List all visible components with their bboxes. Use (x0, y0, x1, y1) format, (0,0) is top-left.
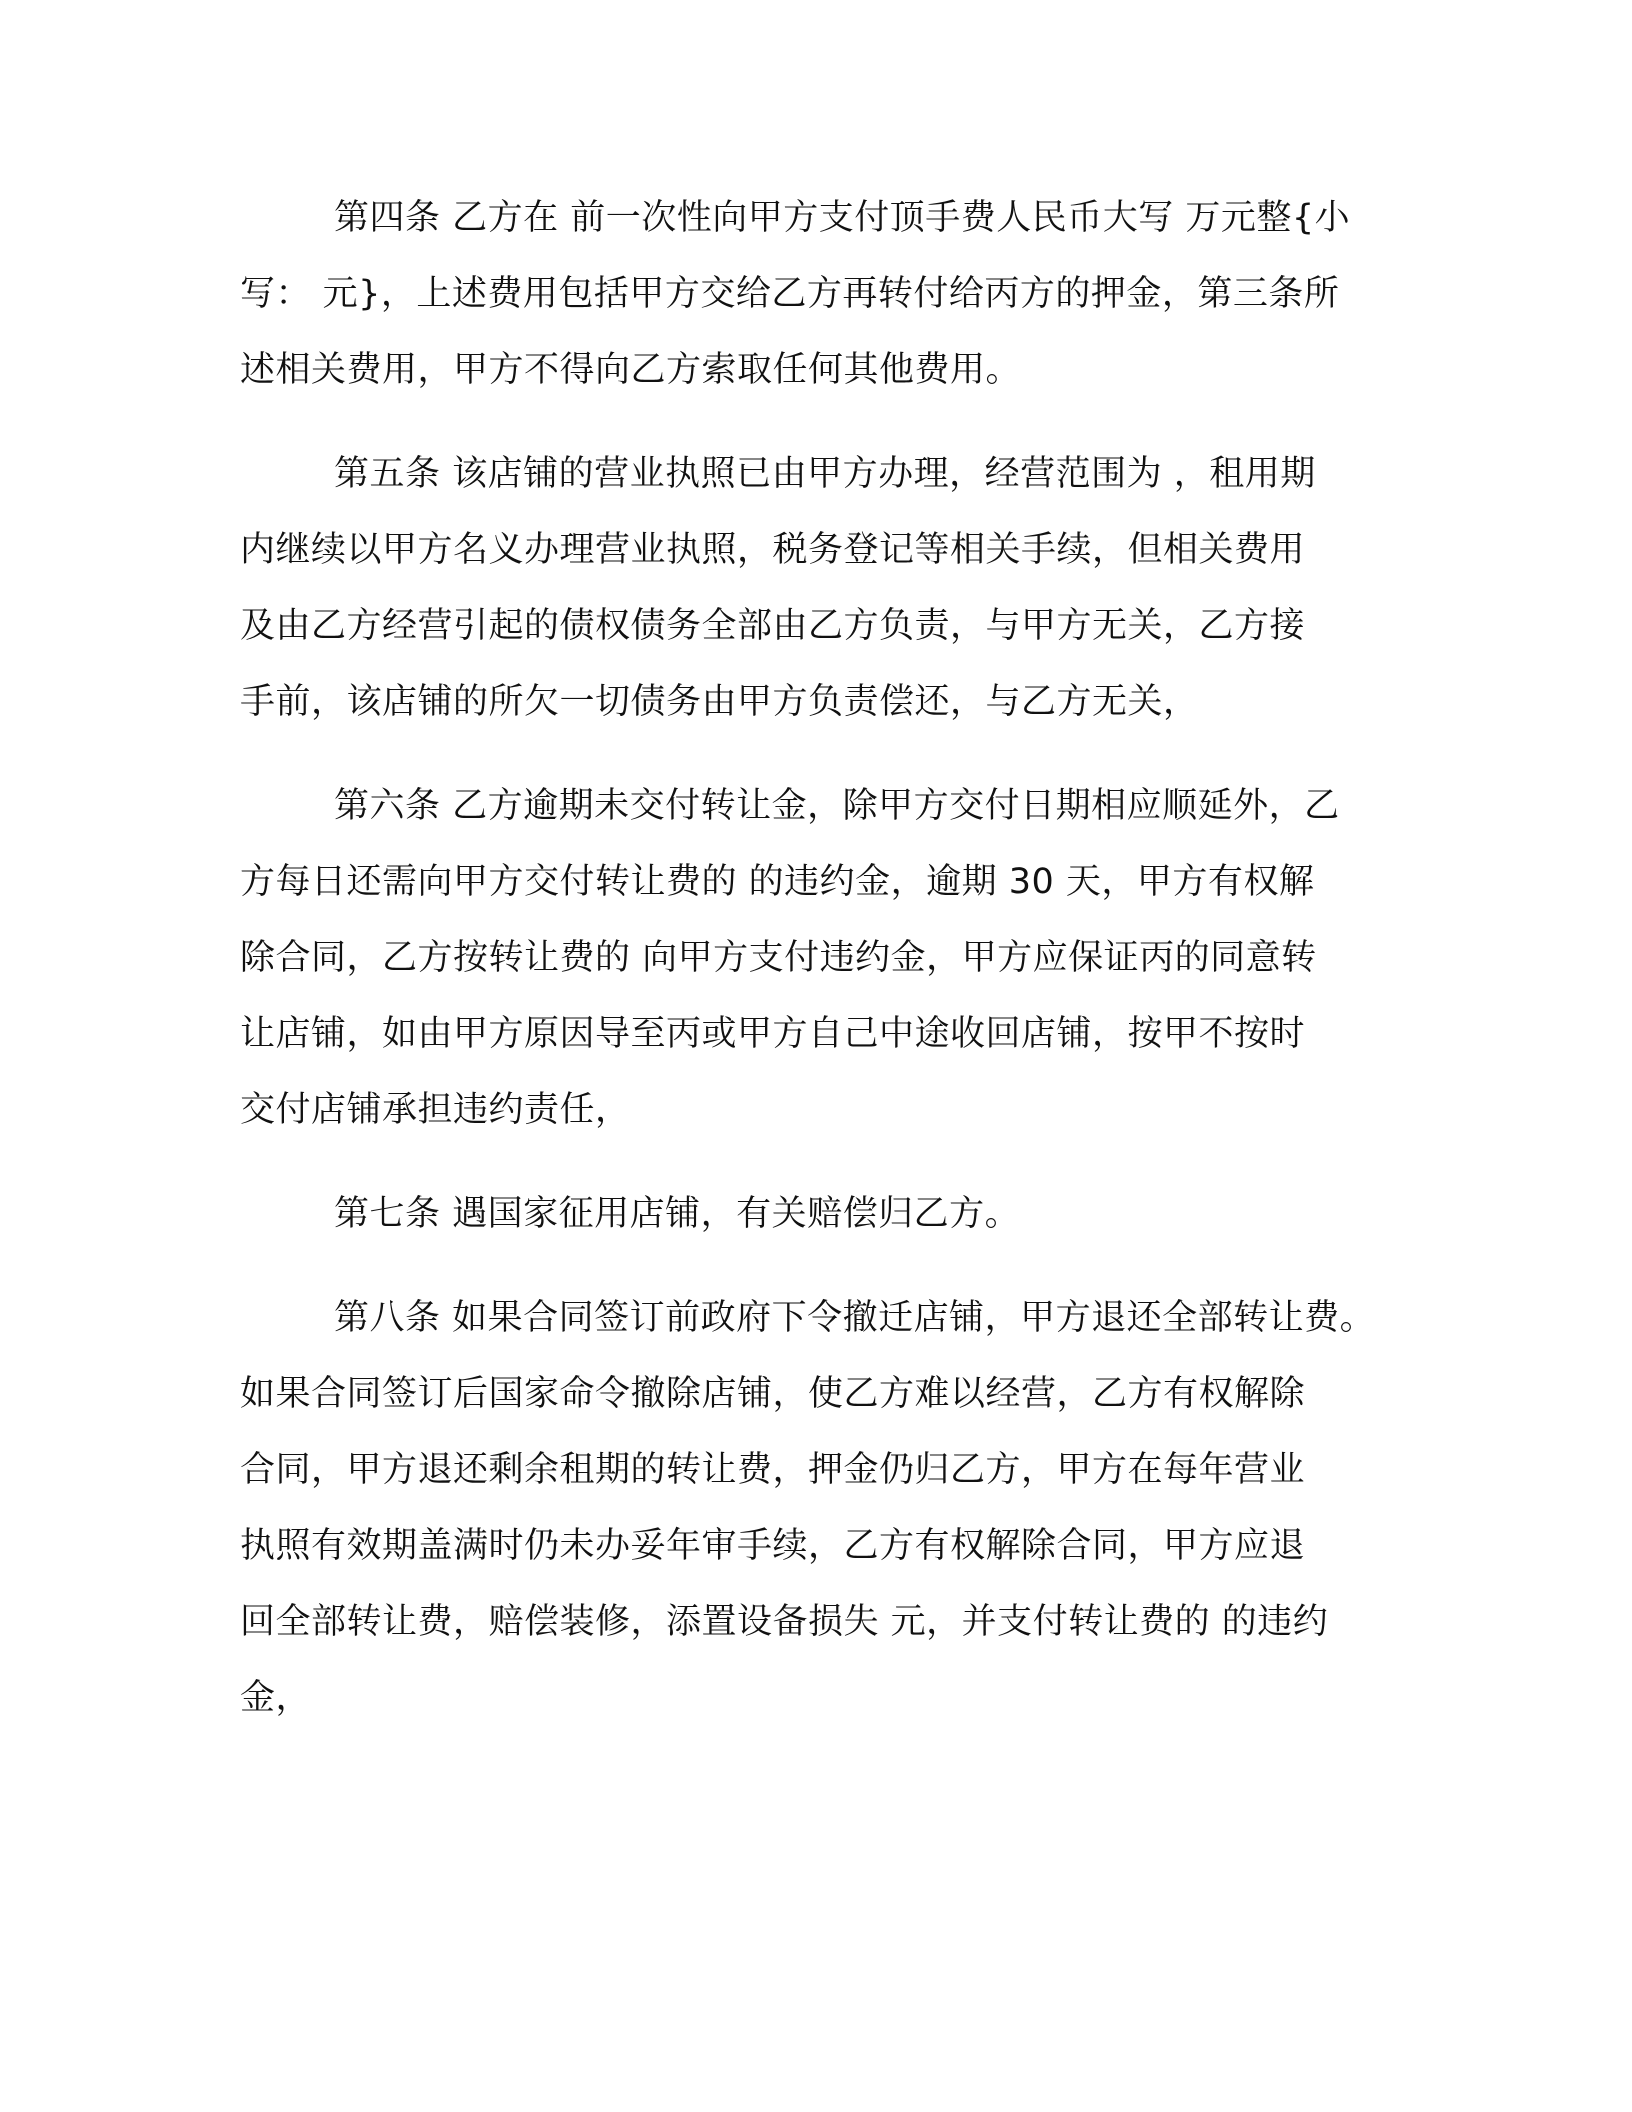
text-line: 回全部转让费，赔偿装修，添置设备损失 元，并支付转让费的 的违约 (240, 1602, 1329, 1642)
text-line: 方每日还需向甲方交付转让费的 的违约金，逾期 30 天，甲方有权解 (240, 862, 1315, 902)
text-line: 执照有效期盖满时仍未办妥年审手续，乙方有权解除合同，甲方应退 (240, 1526, 1306, 1566)
text-line: 手前，该店铺的所欠一切债务由甲方负责偿还，与乙方无关， (240, 682, 1199, 722)
text-line: 第八条 如果合同签订前政府下令撤迁店铺，甲方退还全部转让费。 (334, 1298, 1376, 1338)
text-line: 述相关费用，甲方不得向乙方索取任何其他费用。 (240, 350, 1022, 390)
text-line: 第五条 该店铺的营业执照已由甲方办理，经营范围为 ，租用期 (334, 454, 1316, 494)
text-line: 写： 元}，上述费用包括甲方交给乙方再转付给丙方的押金，第三条所 (240, 274, 1340, 314)
text-line: 如果合同签订后国家命令撤除店铺，使乙方难以经营，乙方有权解除 (240, 1374, 1306, 1414)
text-line: 让店铺，如由甲方原因导至丙或甲方自己中途收回店铺，按甲不按时 (240, 1014, 1306, 1054)
text-line: 第七条 遇国家征用店铺，有关赔偿归乙方。 (334, 1194, 1021, 1234)
text-line: 金， (240, 1678, 312, 1718)
text-line: 第四条 乙方在 前一次性向甲方支付顶手费人民币大写 万元整{小 (334, 198, 1351, 238)
text-line: 第六条 乙方逾期未交付转让金，除甲方交付日期相应顺延外，乙 (334, 786, 1340, 826)
text-line: 交付店铺承担违约责任， (240, 1090, 631, 1130)
text-line: 及由乙方经营引起的债权债务全部由乙方负责，与甲方无关，乙方接 (240, 606, 1306, 646)
text-line: 合同，甲方退还剩余租期的转让费，押金仍归乙方，甲方在每年营业 (240, 1450, 1306, 1490)
text-line: 内继续以甲方名义办理营业执照，税务登记等相关手续，但相关费用 (240, 530, 1306, 570)
text-line: 除合同，乙方按转让费的 向甲方支付违约金，甲方应保证丙的同意转 (240, 938, 1317, 978)
